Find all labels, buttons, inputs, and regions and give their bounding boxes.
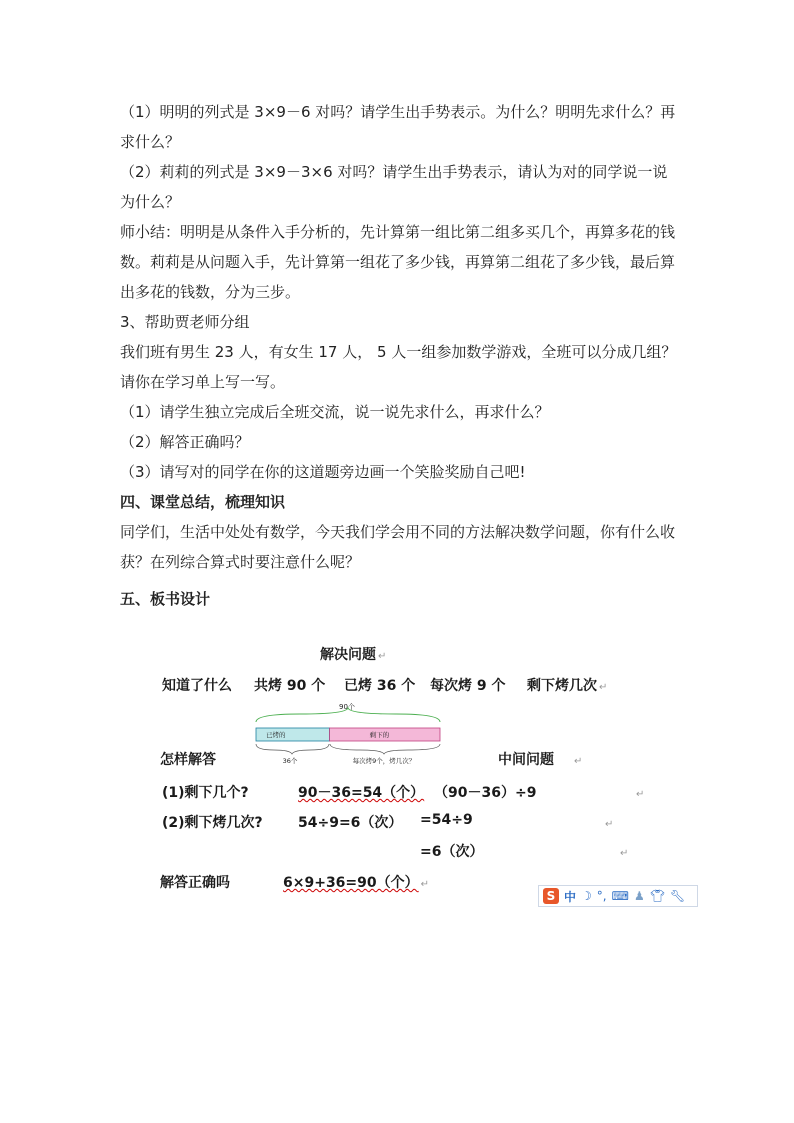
paragraph-mark-icon: ↵	[599, 682, 608, 693]
paragraph-mark-icon: ↵	[420, 879, 430, 890]
check-label: 解答正确吗	[160, 875, 230, 891]
known-item-total: 共烤 90 个	[254, 678, 326, 694]
paragraph-mark-text: ↵	[620, 848, 629, 859]
board-title	[320, 644, 386, 664]
wrench-icon[interactable]: 🔧︎	[669, 889, 686, 903]
shirt-icon[interactable]: 👕︎	[649, 889, 665, 903]
baked-brace	[256, 744, 329, 754]
known-item-baked: 已烤 36 个	[344, 678, 416, 694]
segment-baked-label: 已烤的	[266, 731, 286, 739]
paragraph-problem: 我们班有男生 23 人，有女生 17 人， 5 人一组参加数学游戏，全班可以分成几组？请你在学习单上写一写。	[120, 343, 677, 391]
paragraph-mark-icon	[634, 785, 644, 801]
known-item-per-batch: 每次烤 9 个	[430, 678, 506, 694]
known-label: 知道了什么	[162, 678, 232, 694]
known-item-remaining	[527, 675, 607, 695]
paragraph-mark-icon: ↵	[574, 756, 583, 767]
paragraph-2: （2）莉莉的列式是 3×9－3×6 对吗？请学生出手势表示，请认为对的同学说一说为什么？	[120, 163, 668, 211]
board-title-text: 解决问题	[320, 647, 376, 663]
paragraph-1: （1）明明的列式是 3×9－6 对吗？请学生出手势表示。为什么？明明先求什么？再求什么？	[120, 103, 676, 151]
combined-step-1: =54÷9	[420, 812, 473, 828]
remaining-question-label: 每次烤9个，烤几次？	[352, 757, 416, 765]
section-heading-5: 五、板书设计	[120, 590, 211, 608]
baked-count-label: 36个	[282, 757, 298, 765]
known-item-remaining-text: 剩下烤几次	[527, 678, 597, 694]
question-2-label: (2)剩下烤几次?	[162, 815, 263, 831]
ime-logo-icon[interactable]: S	[543, 888, 559, 904]
paragraph-mark-icon	[603, 815, 613, 831]
paragraph-summary: 师小结：明明是从条件入手分析的，先计算第一组比第二组多买几个，再算多花的钱数。莉莉是从问题入手，先计算第一组花了多少钱，再算第二组花了多少钱，最后算出多花的钱数，分为三步。	[120, 223, 676, 301]
question-1-equation	[298, 782, 424, 802]
combined-step-2: =6（次）	[420, 844, 484, 860]
question-1-equation-text: 90－36=54（个）	[298, 785, 425, 801]
middle-question-text: 中间问题	[498, 752, 554, 768]
remaining-brace	[330, 744, 440, 754]
section-heading-4: 四、课堂总结，梳理知识	[120, 493, 286, 511]
combined-expression: （90－36）÷9	[434, 785, 537, 801]
paragraph-mark-text: ↵	[636, 789, 645, 800]
keyboard-icon[interactable]: ⌨	[611, 889, 629, 903]
user-icon[interactable]: ♟	[633, 889, 645, 903]
ime-toolbar[interactable]	[538, 885, 698, 907]
paragraph-step-1: （1）请学生独立完成后全班交流，说一说先求什么，再求什么？	[120, 403, 550, 421]
paragraph-mark-text: ↵	[605, 819, 614, 830]
paragraph-step-2: （2）解答正确吗？	[120, 433, 250, 451]
paragraph-step-3: （3）请写对的同学在你的这道题旁边画一个笑脸奖励自己吧!	[120, 463, 526, 481]
total-label: 90个	[339, 703, 355, 711]
check-equation	[283, 872, 429, 892]
segment-remaining-label: 剩下的	[369, 731, 390, 739]
paragraph-mark-icon: ↵	[378, 651, 387, 662]
middle-question-label	[498, 749, 582, 769]
segment-diagram	[250, 700, 450, 770]
how-label: 怎样解答	[160, 752, 216, 768]
paragraph-mark-icon	[618, 844, 628, 860]
question-1-label: (1)剩下几个?	[162, 785, 249, 801]
paragraph-conclusion: 同学们，生活中处处有数学，今天我们学会用不同的方法解决数学问题，你有什么收获？在列综合算式时要注意什么呢？	[120, 523, 676, 571]
moon-icon[interactable]: ☽	[581, 889, 592, 903]
paragraph-section-3: 3、帮助贾老师分组	[120, 313, 250, 331]
ime-language-toggle[interactable]: 中	[564, 889, 577, 904]
check-equation-text: 6×9+36=90（个）	[283, 875, 419, 891]
punctuation-icon[interactable]: °,	[596, 889, 607, 903]
question-2-equation: 54÷9=6（次）	[298, 815, 403, 831]
